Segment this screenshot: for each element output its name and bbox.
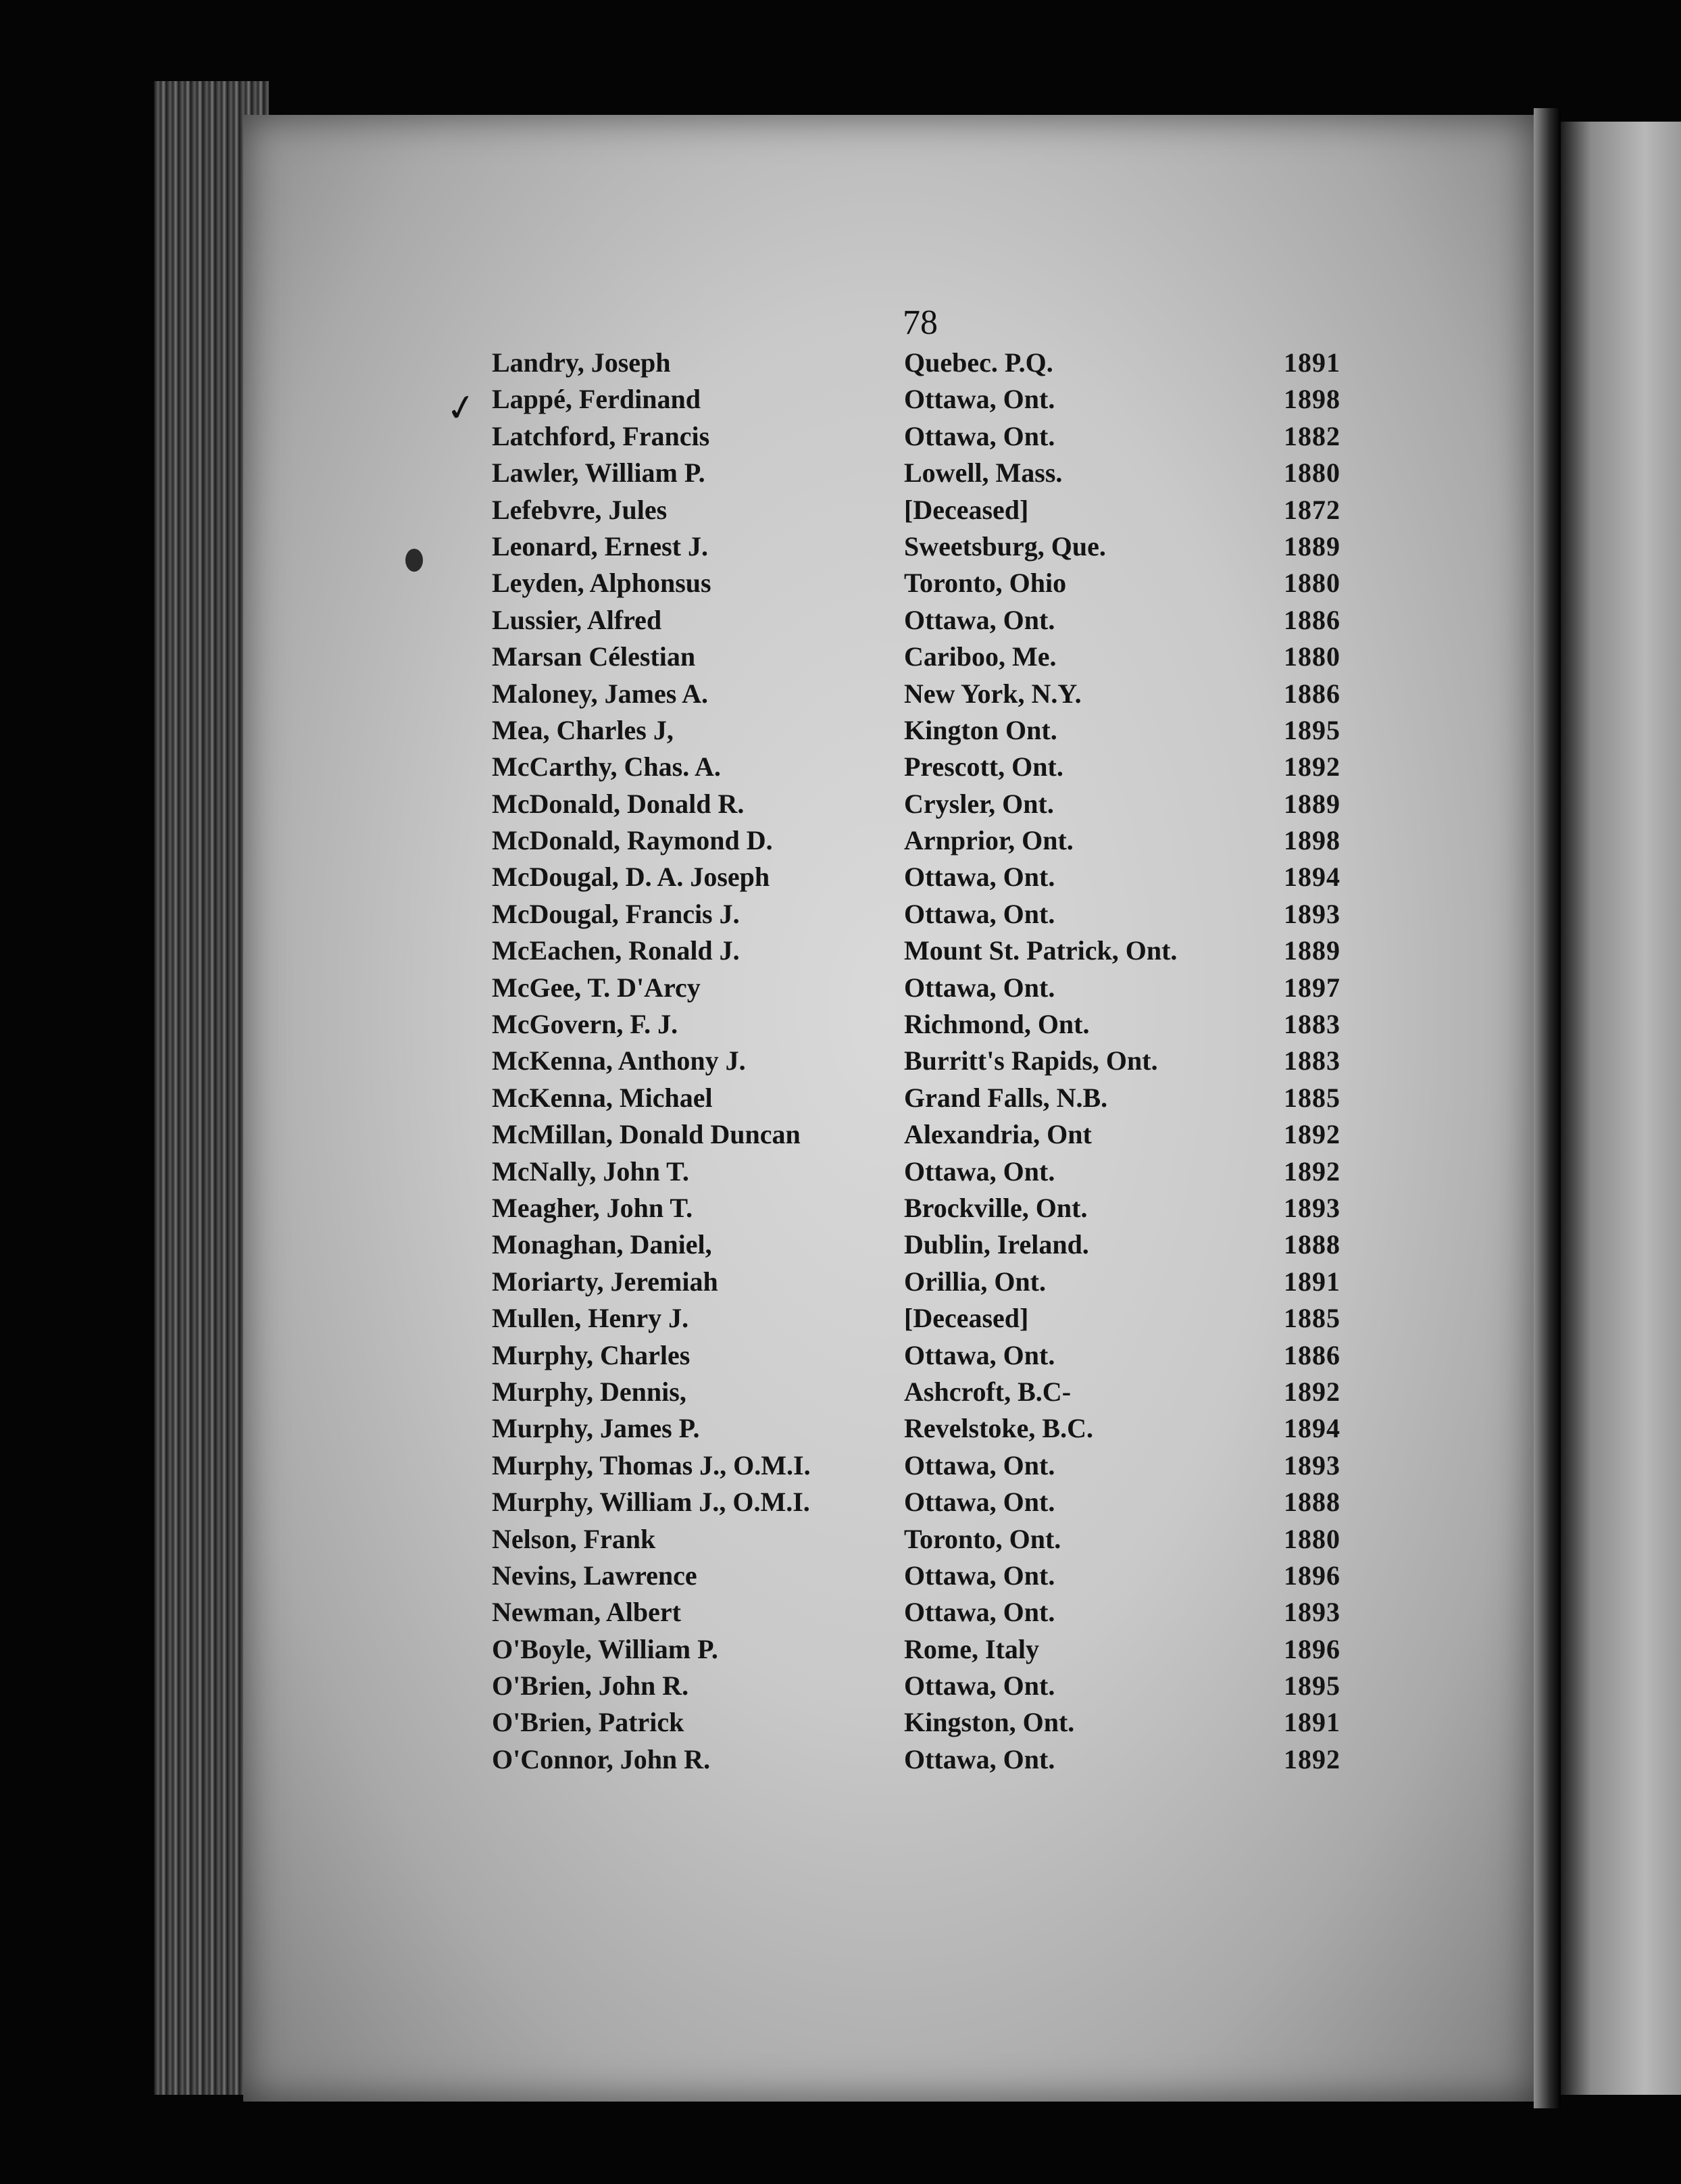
list-item bbox=[492, 786, 1370, 822]
entry-name: McNally, John T. bbox=[492, 1156, 689, 1187]
entry-year: 1880 bbox=[1284, 1523, 1340, 1554]
entry-place: Ottawa, Ont. bbox=[904, 604, 1055, 635]
entry-place: Ottawa, Ont. bbox=[904, 1339, 1055, 1370]
entry-name: Murphy, James P. bbox=[492, 1413, 700, 1444]
entry-name: Murphy, Dennis, bbox=[492, 1376, 686, 1407]
entry-name: Monaghan, Daniel, bbox=[492, 1229, 712, 1260]
entry-name: O'Connor, John R. bbox=[492, 1743, 711, 1775]
entry-year: 1885 bbox=[1284, 1082, 1340, 1113]
entry-year: 1880 bbox=[1284, 457, 1340, 489]
entry-name: McDougal, Francis J. bbox=[492, 898, 740, 929]
list-item bbox=[492, 565, 1370, 601]
list-item bbox=[492, 345, 1370, 381]
entry-year: 1891 bbox=[1284, 347, 1340, 378]
entry-year: 1896 bbox=[1284, 1560, 1340, 1591]
entry-place: Ottawa, Ont. bbox=[904, 1487, 1055, 1518]
entry-name: Moriarty, Jeremiah bbox=[492, 1266, 718, 1297]
entry-name: McDougal, D. A. Joseph bbox=[492, 862, 770, 893]
entry-place: Ottawa, Ont. bbox=[904, 384, 1055, 415]
entry-year: 1886 bbox=[1284, 1339, 1340, 1370]
entry-place: Ottawa, Ont. bbox=[904, 972, 1055, 1003]
list-item bbox=[492, 933, 1370, 969]
entry-year: 1885 bbox=[1284, 1303, 1340, 1334]
entry-year: 1889 bbox=[1284, 530, 1340, 562]
list-item bbox=[492, 712, 1370, 749]
entry-name: McEachen, Ronald J. bbox=[492, 935, 740, 966]
entry-place: Ottawa, Ont. bbox=[904, 1156, 1055, 1187]
list-item bbox=[492, 1153, 1370, 1190]
entry-place: Toronto, Ont. bbox=[904, 1523, 1061, 1554]
list-item bbox=[492, 639, 1370, 675]
entry-place: Sweetsburg, Que. bbox=[904, 530, 1106, 562]
entry-name: Lefebvre, Jules bbox=[492, 494, 668, 525]
entry-year: 1896 bbox=[1284, 1633, 1340, 1664]
entry-year: 1882 bbox=[1284, 420, 1340, 451]
list-item bbox=[492, 749, 1370, 785]
list-item bbox=[492, 455, 1370, 491]
entry-name: McCarthy, Chas. A. bbox=[492, 751, 721, 783]
list-item bbox=[492, 1226, 1370, 1263]
entry-name: O'Boyle, William P. bbox=[492, 1633, 718, 1664]
entry-name: McGovern, F. J. bbox=[492, 1009, 678, 1040]
entry-name: Leonard, Ernest J. bbox=[492, 530, 708, 562]
entry-place: Ottawa, Ont. bbox=[904, 862, 1055, 893]
entry-name: Mea, Charles J, bbox=[492, 714, 674, 745]
list-item bbox=[492, 1558, 1370, 1594]
entry-name: McKenna, Anthony J. bbox=[492, 1045, 746, 1076]
page-number: 78 bbox=[903, 303, 938, 342]
entry-name: O'Brien, Patrick bbox=[492, 1707, 684, 1738]
entry-year: 1893 bbox=[1284, 898, 1340, 929]
list-item bbox=[492, 1190, 1370, 1226]
list-item bbox=[492, 1006, 1370, 1043]
entry-year: 1892 bbox=[1284, 1376, 1340, 1407]
list-item bbox=[492, 822, 1370, 859]
entry-place: Cariboo, Me. bbox=[904, 641, 1057, 672]
entry-year: 1880 bbox=[1284, 568, 1340, 599]
entry-year: 1893 bbox=[1284, 1597, 1340, 1628]
entry-name: Marsan Célestian bbox=[492, 641, 696, 672]
list-item bbox=[492, 896, 1370, 933]
entry-name: Lawler, William P. bbox=[492, 457, 705, 489]
list-item bbox=[492, 492, 1370, 528]
entry-year: 1891 bbox=[1284, 1266, 1340, 1297]
entry-place: Grand Falls, N.B. bbox=[904, 1082, 1108, 1113]
entry-place: Ottawa, Ont. bbox=[904, 898, 1055, 929]
entry-year: 1892 bbox=[1284, 1743, 1340, 1775]
entry-year: 1893 bbox=[1284, 1192, 1340, 1223]
entry-place: Revelstoke, B.C. bbox=[904, 1413, 1093, 1444]
entry-year: 1883 bbox=[1284, 1045, 1340, 1076]
entry-place: New York, N.Y. bbox=[904, 678, 1082, 709]
entry-name: McKenna, Michael bbox=[492, 1082, 713, 1113]
entry-year: 1894 bbox=[1284, 1413, 1340, 1444]
entry-name: Landry, Joseph bbox=[492, 347, 671, 378]
list-item bbox=[492, 1741, 1370, 1778]
list-item bbox=[492, 1043, 1370, 1079]
entry-year: 1888 bbox=[1284, 1487, 1340, 1518]
list-item bbox=[492, 970, 1370, 1006]
entry-year: 1892 bbox=[1284, 1156, 1340, 1187]
entry-place: Kingston, Ont. bbox=[904, 1707, 1075, 1738]
entry-name: Mullen, Henry J. bbox=[492, 1303, 689, 1334]
entry-place: Ottawa, Ont. bbox=[904, 1670, 1055, 1702]
entry-year: 1880 bbox=[1284, 641, 1340, 672]
entry-place: Mount St. Patrick, Ont. bbox=[904, 935, 1178, 966]
entry-place: [Deceased] bbox=[904, 1303, 1029, 1334]
list-item bbox=[492, 1410, 1370, 1447]
entry-place: Ashcroft, B.C- bbox=[904, 1376, 1072, 1407]
entry-place: Toronto, Ohio bbox=[904, 568, 1067, 599]
entry-place: Ottawa, Ont. bbox=[904, 420, 1055, 451]
entry-place: Arnprior, Ont. bbox=[904, 825, 1074, 856]
entry-place: Ottawa, Ont. bbox=[904, 1560, 1055, 1591]
entry-name: Nelson, Frank bbox=[492, 1523, 656, 1554]
list-item bbox=[492, 528, 1370, 565]
entry-year: 1886 bbox=[1284, 678, 1340, 709]
entry-year: 1892 bbox=[1284, 751, 1340, 783]
list-item bbox=[492, 1594, 1370, 1631]
entry-place: Prescott, Ont. bbox=[904, 751, 1063, 783]
entry-name: McMillan, Donald Duncan bbox=[492, 1119, 801, 1150]
entry-name: Nevins, Lawrence bbox=[492, 1560, 697, 1591]
entry-year: 1893 bbox=[1284, 1449, 1340, 1481]
list-item bbox=[492, 1337, 1370, 1374]
list-item bbox=[492, 381, 1370, 418]
entry-name: Murphy, Thomas J., O.M.I. bbox=[492, 1449, 811, 1481]
entry-year: 1888 bbox=[1284, 1229, 1340, 1260]
entry-name: Meagher, John T. bbox=[492, 1192, 693, 1223]
book-gutter bbox=[1534, 108, 1561, 2108]
alumni-list bbox=[492, 345, 1370, 1778]
entry-year: 1883 bbox=[1284, 1009, 1340, 1040]
entry-place: Kington Ont. bbox=[904, 714, 1057, 745]
entry-name: McGee, T. D'Arcy bbox=[492, 972, 701, 1003]
entry-place: Burritt's Rapids, Ont. bbox=[904, 1045, 1158, 1076]
entry-year: 1889 bbox=[1284, 935, 1340, 966]
entry-name: Newman, Albert bbox=[492, 1597, 681, 1628]
list-item bbox=[492, 1447, 1370, 1484]
list-item bbox=[492, 1484, 1370, 1520]
entry-year: 1886 bbox=[1284, 604, 1340, 635]
entry-place: Lowell, Mass. bbox=[904, 457, 1063, 489]
entry-year: 1889 bbox=[1284, 788, 1340, 819]
entry-name: McDonald, Donald R. bbox=[492, 788, 745, 819]
entry-name: Lappé, Ferdinand bbox=[492, 384, 701, 415]
entry-place: [Deceased] bbox=[904, 494, 1029, 525]
entry-year: 1872 bbox=[1284, 494, 1340, 525]
ink-smudge bbox=[405, 549, 423, 572]
entry-name: Murphy, Charles bbox=[492, 1339, 691, 1370]
list-item bbox=[492, 1374, 1370, 1410]
entry-year: 1898 bbox=[1284, 384, 1340, 415]
list-item bbox=[492, 859, 1370, 895]
entry-name: Latchford, Francis bbox=[492, 420, 710, 451]
entry-year: 1895 bbox=[1284, 1670, 1340, 1702]
list-item bbox=[492, 1116, 1370, 1153]
facing-page-edge bbox=[1561, 122, 1681, 2095]
entry-place: Alexandria, Ont bbox=[904, 1119, 1092, 1150]
entry-year: 1898 bbox=[1284, 825, 1340, 856]
entry-place: Rome, Italy bbox=[904, 1633, 1039, 1664]
list-item bbox=[492, 1631, 1370, 1668]
entry-name: Murphy, William J., O.M.I. bbox=[492, 1487, 810, 1518]
entry-place: Ottawa, Ont. bbox=[904, 1449, 1055, 1481]
entry-name: Lussier, Alfred bbox=[492, 604, 662, 635]
list-item bbox=[492, 1521, 1370, 1558]
entry-place: Quebec. P.Q. bbox=[904, 347, 1053, 378]
entry-name: Maloney, James A. bbox=[492, 678, 708, 709]
entry-name: Leyden, Alphonsus bbox=[492, 568, 711, 599]
entry-place: Ottawa, Ont. bbox=[904, 1597, 1055, 1628]
list-item bbox=[492, 602, 1370, 639]
entry-name: McDonald, Raymond D. bbox=[492, 825, 773, 856]
entry-year: 1895 bbox=[1284, 714, 1340, 745]
entry-place: Dublin, Ireland. bbox=[904, 1229, 1089, 1260]
entry-place: Brockville, Ont. bbox=[904, 1192, 1088, 1223]
list-item bbox=[492, 418, 1370, 455]
entry-place: Richmond, Ont. bbox=[904, 1009, 1090, 1040]
entry-name: O'Brien, John R. bbox=[492, 1670, 689, 1702]
list-item bbox=[492, 1704, 1370, 1741]
list-item bbox=[492, 1264, 1370, 1300]
entry-place: Crysler, Ont. bbox=[904, 788, 1054, 819]
entry-year: 1891 bbox=[1284, 1707, 1340, 1738]
entry-year: 1894 bbox=[1284, 862, 1340, 893]
entry-place: Orillia, Ont. bbox=[904, 1266, 1046, 1297]
list-item bbox=[492, 1300, 1370, 1337]
entry-year: 1897 bbox=[1284, 972, 1340, 1003]
handwritten-tick-mark: ✓ bbox=[442, 384, 480, 432]
entry-year: 1892 bbox=[1284, 1119, 1340, 1150]
list-item bbox=[492, 1080, 1370, 1116]
list-item bbox=[492, 1668, 1370, 1704]
list-item bbox=[492, 676, 1370, 712]
entry-place: Ottawa, Ont. bbox=[904, 1743, 1055, 1775]
